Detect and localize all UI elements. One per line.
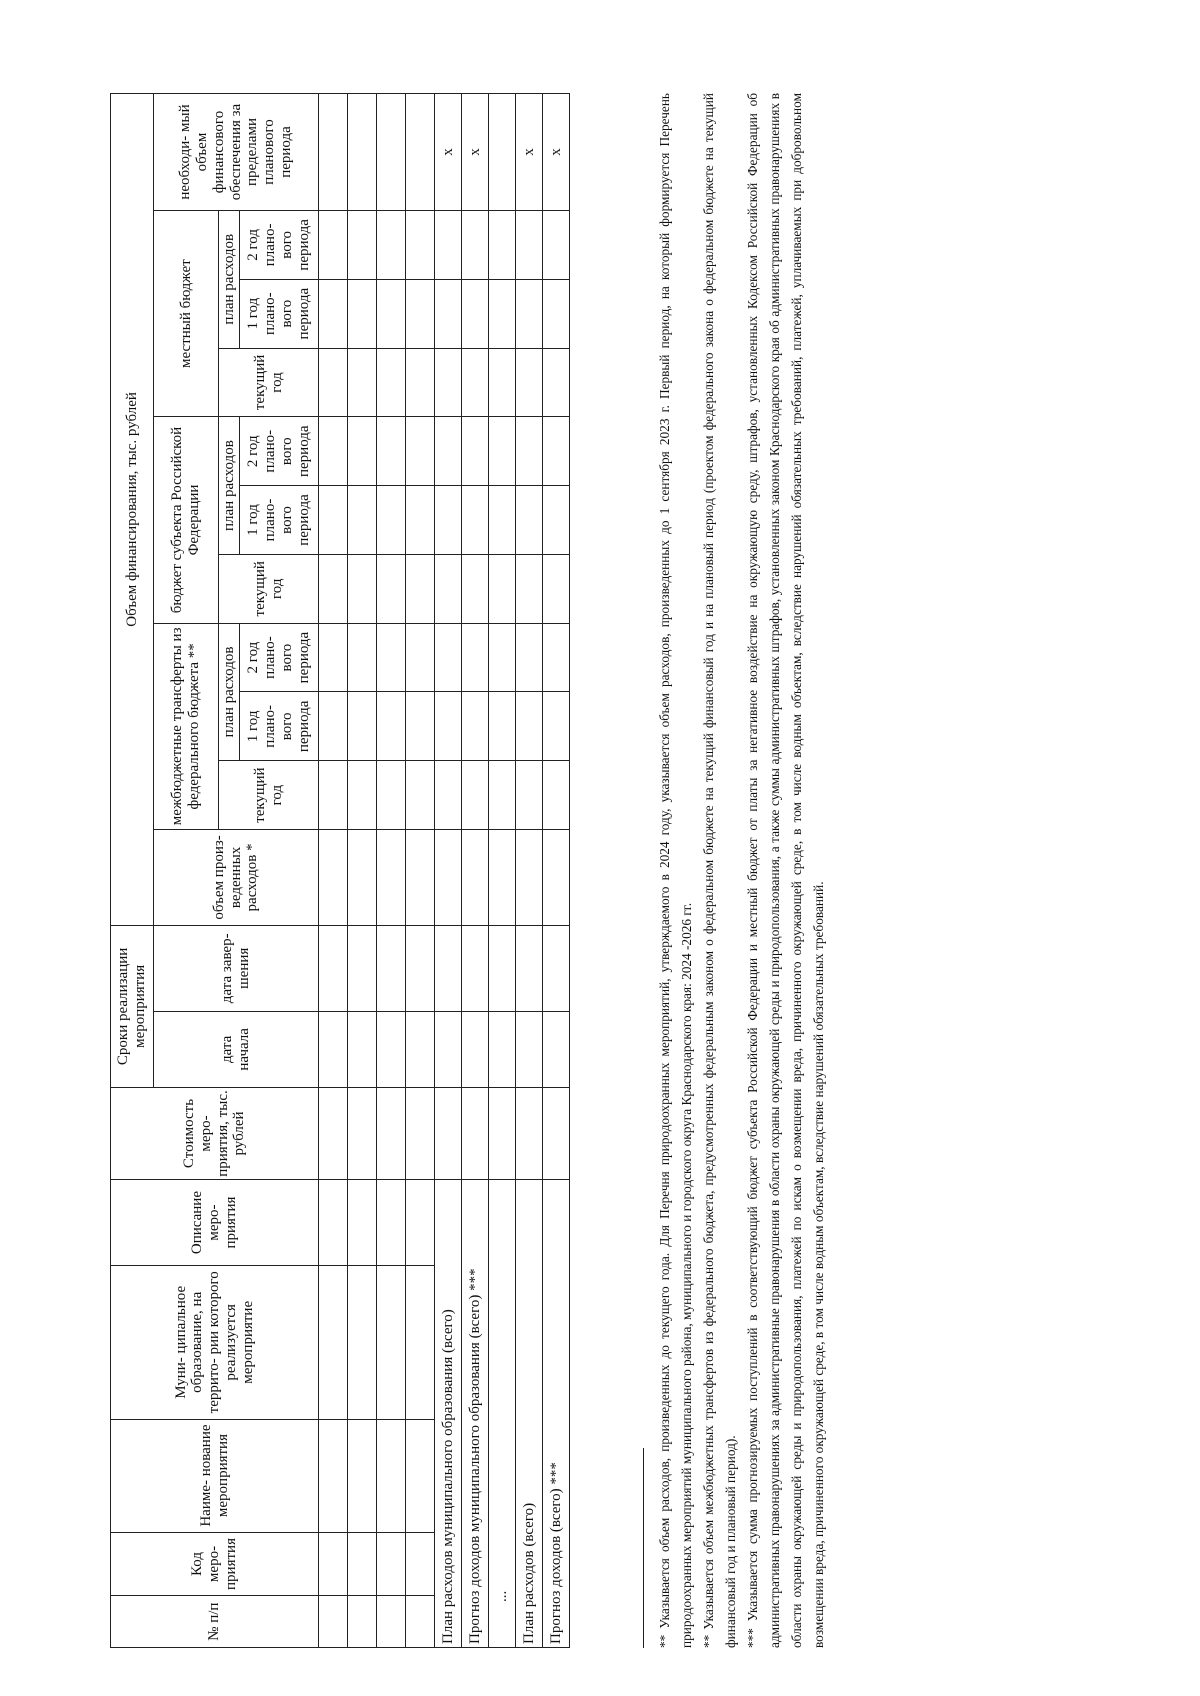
table-row bbox=[377, 94, 406, 1648]
funding-table bbox=[110, 93, 570, 1648]
row-plan-total bbox=[516, 94, 543, 1648]
row-ellipsis bbox=[489, 94, 516, 1648]
row-forecast-total bbox=[543, 94, 570, 1648]
header-end-date: дата завер- шения bbox=[154, 925, 319, 1011]
header-code: Код меро- приятия bbox=[111, 1532, 319, 1596]
header-needed: необходи- мый объем финансового обеспечения за пределами планового периода bbox=[154, 94, 319, 211]
x-mark: x bbox=[543, 94, 570, 211]
footnote-1: ** Указывается объем расходов, произведенных до текущего года. Для Перечня природоохранных мероприятий, утверждаемого в 2024 году, указывается объем расходов, произведенных до 1 сентября 2023 г. Первый период, на который формируется Перечень природоохранных мероприятий муниципального района, муниципального и городского округа Краснодарского края: 2024 -2026 гг. bbox=[657, 93, 694, 1648]
row-plan-municipality bbox=[435, 94, 462, 1648]
footnote-divider bbox=[643, 1448, 644, 1648]
header-regional-year1: 1 год плано- вого периода bbox=[240, 486, 319, 555]
footnote-3: *** Указывается сумма прогнозируемых поступлений в соответствующий бюджет субъекта Российской Федерации и местный бюджет от платы за негативное воздействие на окружающую среду, штрафов, установленных Кодексом Российской Федерации об административных правонарушениях за административные правонарушения в области охраны окружающей среды и природопользования, а также суммы административных штрафов, установленных законом Краснодарского края об административных правонарушениях в области охраны окружающей среды и природопользования, платежей по искам о возмещении вреда, причиненного окружающей среде, в том числе водным объектам, вследствие нарушений обязательных требований, платежей, уплачиваемых при добровольном возмещении вреда, причиненного окружающей среде, в том числе водным объектам, вследствие нарушений обязательных требований. bbox=[745, 93, 826, 1648]
header-local-plan: план расходов bbox=[219, 210, 240, 348]
row-label: План расходов муниципального образования (всего) bbox=[435, 1180, 462, 1648]
x-mark: x bbox=[516, 94, 543, 211]
rotated-landscape-content bbox=[110, 88, 1090, 1648]
row-label: Прогноз доходов (всего) *** bbox=[543, 1180, 570, 1648]
footnote-2: ** Указывается объем межбюджетных трансфертов из федерального бюджета, предусмотренных федеральным законом о федеральном бюджете на текущий финансовый год и на плановый период (проектом федерального закона о федеральном бюджете на текущий финансовый год и плановый период). bbox=[701, 93, 738, 1648]
header-terms: Сроки реализации мероприятия bbox=[111, 925, 154, 1087]
header-spent: объем произ- веденных расходов * bbox=[154, 830, 319, 926]
header-regional-plan: план расходов bbox=[219, 417, 240, 555]
header-federal-plan: план расходов bbox=[219, 623, 240, 761]
header-municipality: Муни- ципальное образование, на террито- рии которого реализуется мероприятие bbox=[111, 1266, 319, 1420]
x-mark: x bbox=[435, 94, 462, 211]
header-no: № п/п bbox=[111, 1596, 319, 1648]
header-local-year1: 1 год плано- вого периода bbox=[240, 279, 319, 348]
header-cost: Стоимость меро- приятия, тыс. рублей bbox=[111, 1087, 319, 1179]
header-federal-year1: 1 год плано- вого периода bbox=[240, 692, 319, 761]
header-local-year2: 2 год плано- вого периода bbox=[240, 210, 319, 279]
row-label: ... bbox=[489, 1180, 516, 1648]
row-forecast-municipality bbox=[462, 94, 489, 1648]
header-federal-current: текущий год bbox=[219, 761, 319, 830]
header-name: Наиме- нование мероприятия bbox=[111, 1419, 319, 1532]
header-regional-year2: 2 год плано- вого периода bbox=[240, 417, 319, 486]
row-label: План расходов (всего) bbox=[516, 1180, 543, 1648]
header-description: Описание меро- приятия bbox=[111, 1180, 319, 1266]
header-federal-year2: 2 год плано- вого периода bbox=[240, 623, 319, 692]
header-federal: межбюджетные трансферты из федерального бюджета ** bbox=[154, 623, 219, 829]
x-mark: x bbox=[462, 94, 489, 211]
header-local: местный бюджет bbox=[154, 210, 219, 416]
header-start-date: дата начала bbox=[154, 1011, 319, 1087]
header-regional: бюджет субъекта Российской Федерации bbox=[154, 417, 219, 623]
table-row bbox=[406, 94, 435, 1648]
header-funding: Объем финансирования, тыс. рублей bbox=[111, 94, 154, 926]
footnotes bbox=[654, 93, 830, 1648]
header-local-current: текущий год bbox=[219, 348, 319, 417]
table-row bbox=[348, 94, 377, 1648]
table-row bbox=[319, 94, 348, 1648]
header-regional-current: текущий год bbox=[219, 554, 319, 623]
row-label: Прогноз доходов муниципального образования (всего) *** bbox=[462, 1180, 489, 1648]
